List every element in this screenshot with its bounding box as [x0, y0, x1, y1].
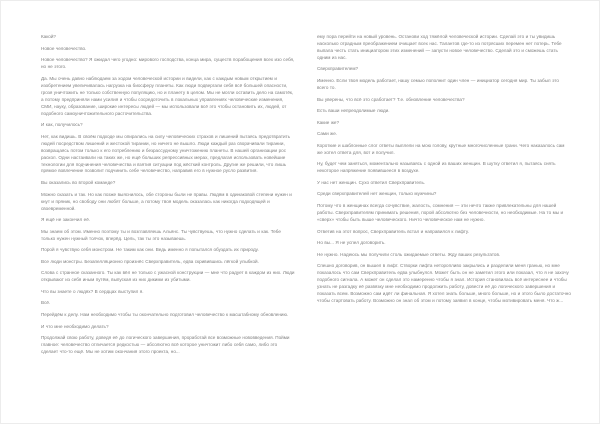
paragraph: Спешно договорив, он вышел в лифт. Створки лифта неторопливо закрылись и разделили меня гранью, но мне показалось что сам Сверхправитель едва улыбнулся. Может быть он не заметил этого или показал, что я не захочу подобного сигнала. А может он сделал это намеренно чтобы я знал. История становилась всё интереснее и чтобы узнать не разгадку её развязку мне необходимо продолжить работу, довести её до логического завершения и показать всем. Возможно сам идёт ли финальная. Я хотел знать больше, много больше, но и этого было достаточно чтобы стартовать работу. Возможно он знал об этом и потому заявил в конце, чтобы мотивировать меня. Что ж... — [317, 263, 571, 304]
paragraph: Что вы знаете о людях? В сердцах выступил я. — [41, 288, 144, 294]
paragraph: Какой? — [41, 34, 56, 39]
paragraph: Да. Мы очень давно наблюдаем за ходом человеческой истории и видели, как с каждым новым открытием и изобретением увеличивалась нагрузка на биосферу планеты. Как люди подвергали себя всё большей опасности, грозя уничтожить не только собственную популяцию, но и планету в целом. Мы не могли оставить дело на самотёк, а потому предприняли нами усилия и чтобы сосредоточить в локальных управлениях человеческие изменения, СМИ, науку, образование, широкие интересы людей — мы использовали всё это чтобы остановить их, людей, от подобного самоуничтожительного расточительства. — [41, 75, 294, 116]
paragraph: Я ещё не закончил её. — [41, 217, 91, 223]
paragraph: ему пора перейти на новый уровень. Останови ход тяжёлой человеческой истории. Сделай это и ты увидишь насколько отрадным преображением очищает всех нас. Талантов где-то из потрясших перемен нет потерь. Тебе выпала честь стать инициатором этих изменений — запусти новое человечество. Сделай это и сможешь стать одним из нас. — [317, 34, 562, 60]
paragraph: Ответив на этот вопрос, Сверхправитель встал и направился к лифту. — [317, 228, 470, 234]
paragraph: Среди сверхправителей нет женщин, только мужчины? — [317, 191, 437, 197]
paragraph: Не нужно. Надеюсь мы получили столь ожидаемые ответы. Жду ваших результатов. — [317, 251, 501, 257]
paragraph: Порой я чувствую себя монстром. Не таким как они. Ведь именно я попытался обуздать их природу. — [41, 247, 259, 253]
paragraph: Вы уверены, что всё это сработает? Т.е. обновление человечества? — [317, 96, 465, 102]
paragraph: У нас нет женщин. Сухо ответил Сверхправитель. — [317, 179, 426, 185]
right-column — [317, 34, 571, 397]
paragraph: И что мне необходимо делать? — [41, 323, 109, 329]
paragraph: Можно сказать и так. Но как позже выяснилось, обе стороны были не правы. Людям в одинаковой степени нужен и кнут и пряник, но свободу они любят больше, а потому твоя модель оказалась как никогда подходящей и своевременной. — [41, 191, 292, 211]
paragraph: Есть ваши непреодолимые люди. — [317, 108, 390, 114]
paragraph: Новое человечество. — [41, 45, 87, 51]
paragraph: Сверхправителем? — [317, 66, 359, 72]
paragraph: Всё. — [41, 300, 51, 306]
paragraph: Продолжай свою работу, доведя её до логического завершения, проработай все возможные нововведения. Пойми главное: человечество отличается редкостью — абсолютно всё которое уничтожит либо себя само, либо это сделает что-то ещё. Мы не хотим окончания этого проекта, но... — [41, 335, 290, 355]
paragraph: Ну, будет чем заняться, моментально называясь с одной из ваших женщин. В шутку ответил я, пытаясь снять некоторое напряжение появившееся в воздухе. — [317, 161, 556, 174]
paragraph: Слова с странное сказанного. Ты как вёл не только с ужасной конструкции — мне что радует в каждом из них. Люди открывают из себя иным путём, выпуская из них дикими из убитыми. — [41, 270, 295, 283]
text-columns — [41, 34, 571, 397]
document-page — [1, 1, 600, 424]
paragraph: Перейдём к делу. Нам необходимо чтобы ты окончательно подготовил человечество к масштабному обновлению. — [41, 311, 289, 317]
paragraph: Нет, как видишь. В своём подходе мы опирались на силу человеческих страхов и лишений пытаясь предотвратить людей посредством лишений и жестокой тирании, но ничего не вышло. Люди каждый раз сворачивали тирании, возвращаясь потом только к его потреблению и безрассудному уничтожению планеты. В нашей организации рос раскол. Одни настаивали на таких же, но ещё больших репрессивных мерах, предлагая использовать новейшие технологии для подчинения человечества и взятия ситуации под жёсткий контроль. Другие же решили, что лишь прямое вовлечение позволит подчинить себе человечество, направив его в нужное русло развития. — [41, 133, 291, 174]
paragraph: Именно. Если твоя модель работает, нашу семью пополнит один член — инициатор сегодня мир. Ты забыл это всего то. — [317, 78, 559, 90]
left-column — [41, 34, 295, 397]
paragraph: Но вы... Я не успел договорить. — [317, 240, 386, 246]
paragraph: Какие же? — [317, 119, 340, 125]
paragraph: Сами же. — [317, 131, 338, 137]
paragraph: Потому что в женщинах всегда сочувствие, жалость, сомнения — эти нечто также привлекательны для нашей работы. Сверхправителям принимать решения, порой абсолютно без человечности, но необходимые. На то мы и «сверх» чтобы быть выше человеческого. Ничто человеческое нам не нужно. — [317, 203, 564, 222]
paragraph: Мы знаем об этом. Именно поэтому ты и возглавляешь Альянс. Ты чувствуешь, что нужно сделать и как. Тебе только нужен нужный толчок, вперёд. Цель, так ты это называешь. — [41, 228, 281, 241]
paragraph: Вы оказались во второй команде? — [41, 180, 116, 186]
paragraph: И как, получилось? — [41, 122, 83, 128]
paragraph: Новое человечество? Я ожидал чего угодно: мирового господства, конца мира, существ порабощения всех изо себя, но не этого. — [41, 57, 295, 70]
paragraph: Все люди монстры. Безапелляционно произнёс Сверхправитель, едва скривившись лёгкой улыбкой. — [41, 258, 259, 264]
paragraph: Короткие и шаблонные слог ответы выплели на мою голову, крутные многочисленные грани. Чего наказалось сам же хотел ответа для, вот и получил. — [317, 142, 565, 155]
